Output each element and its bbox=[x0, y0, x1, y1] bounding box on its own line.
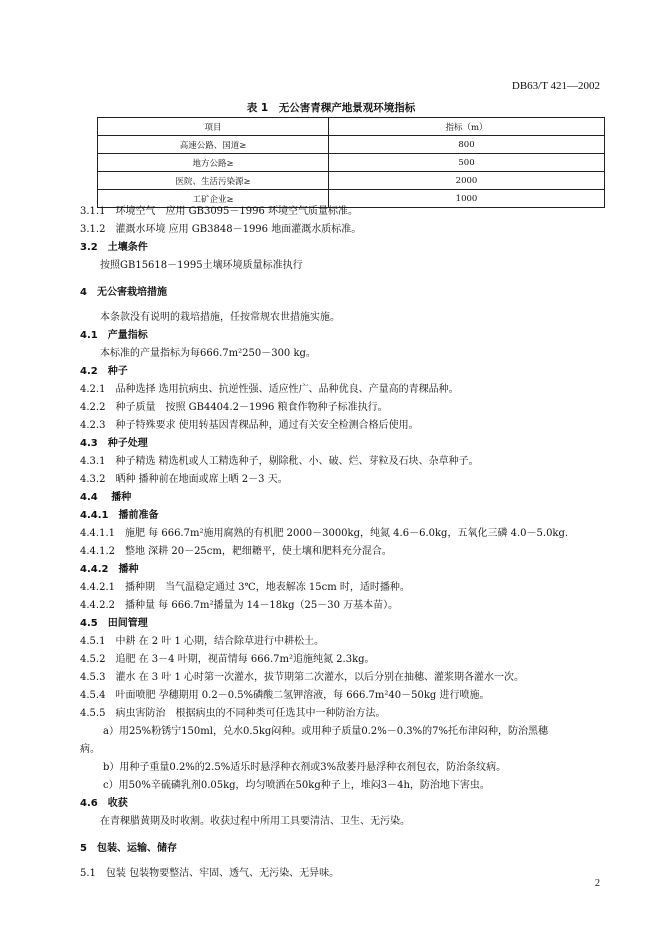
heading-5: 5 包装、运输、储存 bbox=[80, 843, 177, 854]
row-value: 2000 bbox=[329, 172, 605, 190]
method-a-continued: 病。 bbox=[80, 744, 100, 755]
row-value: 800 bbox=[329, 136, 605, 154]
heading-4-4-1: 4.4.1 播前准备 bbox=[80, 510, 159, 521]
clause-3-1-2: 3.1.2 灌溉水环境 应用 GB3848－1996 地面灌溉水质标准。 bbox=[80, 224, 362, 235]
paragraph-4-intro: 本条款没有说明的栽培措施，任按常规农世措施实施。 bbox=[100, 312, 340, 323]
heading-4-4-2: 4.4.2 播种 bbox=[80, 564, 139, 575]
clause-4-4-2-2: 4.4.2.2 播种量 每 666.7m²播量为 14－18kg（25－30 万基本苗）。 bbox=[80, 600, 399, 611]
table-caption: 表 1 无公害青稞产地景观环境指标 bbox=[246, 102, 416, 114]
clause-4-3-1: 4.3.1 种子精选 精选机或人工精选种子，剔除秕、小、破、烂、芽粒及石块、杂草种子。 bbox=[80, 456, 479, 467]
heading-4: 4 无公害栽培措施 bbox=[80, 287, 167, 298]
row-value: 500 bbox=[329, 154, 605, 172]
paragraph-soil: 按照GB15618－1995土壤环境质量标准执行 bbox=[100, 260, 303, 271]
clause-4-5-1: 4.5.1 中耕 在 2 叶 1 心期，结合除草进行中耕松土。 bbox=[80, 636, 325, 647]
paragraph-yield: 本标准的产量指标为每666.7m²250－300 kg。 bbox=[100, 348, 316, 359]
heading-3-2: 3.2 土壤条件 bbox=[80, 242, 148, 253]
method-a: a）用25%粉锈宁150ml，兑水0.5kg闷种。或用种子质量0.2%－0.3%的7%托布津闷种，防治黑穗 bbox=[103, 726, 548, 737]
clause-4-2-1: 4.2.1 品种选择 选用抗病虫、抗逆性强、适应性广、品种优良、产量高的青稞品种。 bbox=[80, 384, 459, 395]
table-row bbox=[98, 154, 605, 172]
clause-4-4-1-2: 4.4.1.2 整地 深耕 20－25cm，耙细耱平，使土壤和肥料充分混合。 bbox=[80, 546, 392, 557]
row-item: 工矿企业≥ bbox=[98, 190, 329, 208]
heading-4-2: 4.2 种子 bbox=[80, 366, 128, 377]
clause-4-2-2: 4.2.2 种子质量 按照 GB4404.2－1996 粮食作物种子标准执行。 bbox=[80, 402, 388, 413]
heading-4-3: 4.3 种子处理 bbox=[80, 438, 148, 449]
clause-4-5-4: 4.5.4 叶面喷肥 孕穗期用 0.2－0.5%磷酸二氢钾溶液，每 666.7m²40－50kg 进行喷施。 bbox=[80, 690, 490, 701]
clause-4-2-3: 4.2.3 种子特殊要求 使用转基因青稞品种，通过有关安全检测合格后使用。 bbox=[80, 420, 419, 431]
column-header-value: 指标（m） bbox=[329, 118, 605, 136]
table-row bbox=[98, 172, 605, 190]
page-number: 2 bbox=[595, 878, 600, 889]
clause-5-1: 5.1 包装 包装物要整洁、牢固、透气、无污染、无异味。 bbox=[80, 868, 340, 879]
clause-4-3-2: 4.3.2 晒种 播种前在地面或席上晒 2－3 天。 bbox=[80, 474, 288, 485]
heading-4-5: 4.5 田间管理 bbox=[80, 618, 148, 629]
table-header-row bbox=[98, 118, 605, 136]
heading-4-4: 4.4 播种 bbox=[80, 492, 132, 503]
method-c: c）用50%辛硫磷乳剂0.05kg，均匀喷洒在50kg种子上，堆闷3－4h，防治地下害虫。 bbox=[103, 780, 490, 791]
clause-4-5-2: 4.5.2 追肥 在 3－4 叶期，视苗情每 666.7m²追施纯氮 2.3kg。 bbox=[80, 654, 375, 665]
column-header-item: 项目 bbox=[98, 118, 329, 136]
heading-4-6: 4.6 收获 bbox=[80, 798, 128, 809]
clause-4-4-2-1: 4.4.2.1 播种期 当气温稳定通过 3℃，地表解冻 15cm 时，适时播种。 bbox=[80, 582, 410, 593]
table-row bbox=[98, 136, 605, 154]
clause-4-4-1-1: 4.4.1.1 施肥 每 666.7m²施用腐熟的有机肥 2000－3000kg，纯氮 4.6－6.0kg，五氧化三磷 4.0－5.0kg. bbox=[80, 528, 569, 539]
clause-4-5-5: 4.5.5 病虫害防治 根据病虫的不同种类可任选其中一种防治方法。 bbox=[80, 708, 386, 719]
row-value: 1000 bbox=[329, 190, 605, 208]
method-b: b）用种子重量0.2%的2.5%适乐时悬浮种衣剂或3%敌萎丹悬浮种衣剂包衣，防治条纹病。 bbox=[103, 762, 507, 773]
document-code: DB63/T 421—2002 bbox=[511, 80, 600, 92]
row-item: 医院、生活污染源≥ bbox=[98, 172, 329, 190]
clause-3-1-1: 3.1.1 环境空气 应用 GB3095－1996 环境空气质量标准。 bbox=[80, 206, 359, 217]
paragraph-harvest: 在青稞腊黄期及时收割。收获过程中所用工具要清洁、卫生、无污染。 bbox=[100, 816, 410, 827]
row-item: 地方公路≥ bbox=[98, 154, 329, 172]
clause-4-5-3: 4.5.3 灌水 在 3 叶 1 心时第一次灌水，拔节期第二次灌水，以后分别在抽穗、灌浆期各灌水一次。 bbox=[80, 672, 525, 683]
landscape-environment-table bbox=[97, 117, 605, 208]
row-item: 高速公路、国道≥ bbox=[98, 136, 329, 154]
heading-4-1: 4.1 产量指标 bbox=[80, 330, 148, 341]
